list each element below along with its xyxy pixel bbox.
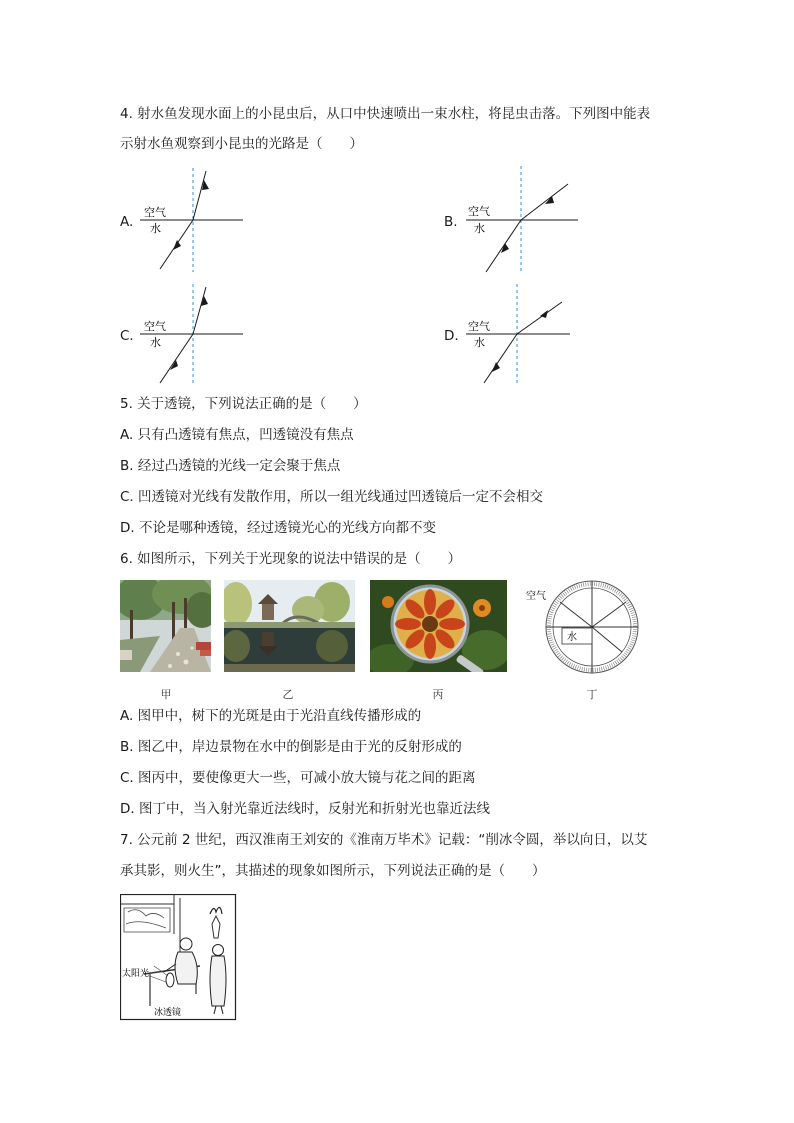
caption-bing: 丙: [432, 688, 444, 701]
q4-diagram-b: [466, 166, 586, 274]
q5-option-c[interactable]: C. 凹透镜对光线有发散作用，所以一组光线通过凹透镜后一定不会相交: [120, 489, 544, 505]
q5-option-b[interactable]: B. 经过凸透镜的光线一定会聚于焦点: [120, 458, 341, 474]
q4-option-d-label: D.: [444, 328, 459, 344]
q4-b-air-label: 空气: [468, 205, 490, 218]
photo-jia-tree-shade: [120, 580, 211, 672]
q4-stem-line2: 示射水鱼观察到小昆虫的光路是（ ）: [120, 136, 363, 152]
caption-jia: 甲: [160, 688, 172, 701]
q4-option-c-label: C.: [120, 328, 134, 344]
protractor-water-label: 水: [567, 632, 577, 643]
ice-lens-illustration: [120, 894, 237, 1021]
q4-c-air-label: 空气: [144, 320, 166, 333]
q4-a-water-label: 水: [150, 222, 161, 235]
q4-d-air-label: 空气: [468, 320, 490, 333]
caption-ding: 丁: [586, 688, 598, 701]
q4-c-water-label: 水: [150, 336, 161, 349]
q6-option-b[interactable]: B. 图乙中，岸边景物在水中的倒影是由于光的反射形成的: [120, 739, 462, 755]
q5-option-d[interactable]: D. 不论是哪种透镜，经过透镜光心的光线方向都不变: [120, 520, 436, 536]
protractor-ding-diagram: [526, 580, 646, 674]
q5-option-a[interactable]: A. 只有凸透镜有焦点，凹透镜没有焦点: [120, 427, 354, 443]
q6-option-c[interactable]: C. 图丙中，要使像更大一些，可减小放大镜与花之间的距离: [120, 770, 476, 786]
q6-option-a[interactable]: A. 图甲中，树下的光斑是由于光沿直线传播形成的: [120, 708, 422, 724]
protractor-air-label: 空气: [526, 591, 546, 602]
q4-diagram-d: [466, 284, 586, 386]
q4-b-water-label: 水: [474, 222, 485, 235]
photo-yi-reflection: [224, 580, 355, 672]
q7-stem-line2: 承其影，则火生”，其描述的现象如图所示，下列说法正确的是（ ）: [120, 863, 546, 879]
photo-bing-magnifier: [370, 580, 507, 672]
q4-diagram-c: [140, 284, 260, 386]
q6-option-d[interactable]: D. 图丁中，当入射光靠近法线时，反射光和折射光也靠近法线: [120, 801, 490, 817]
q4-d-water-label: 水: [474, 336, 485, 349]
q7-stem-line1: 7. 公元前 2 世纪，西汉淮南王刘安的《淮南万毕术》记载：“削冰令圆，举以向日，以艾: [120, 832, 648, 848]
q6-stem: 6. 如图所示，下列关于光现象的说法中错误的是（ ）: [120, 551, 462, 567]
q4-option-a-label: A.: [120, 214, 134, 230]
q5-stem: 5. 关于透镜，下列说法正确的是（ ）: [120, 396, 367, 412]
label-ice-lens: 冰透镜: [154, 1008, 182, 1018]
q4-a-air-label: 空气: [144, 206, 166, 219]
q4-diagram-a: [140, 168, 260, 272]
caption-yi: 乙: [282, 688, 294, 701]
q4-option-b-label: B.: [444, 214, 458, 230]
label-sunlight: 太阳光: [122, 969, 150, 979]
q4-stem-line1: 4. 射水鱼发现水面上的小昆虫后，从口中快速喷出一束水柱，将昆虫击落。下列图中能表: [120, 106, 651, 122]
